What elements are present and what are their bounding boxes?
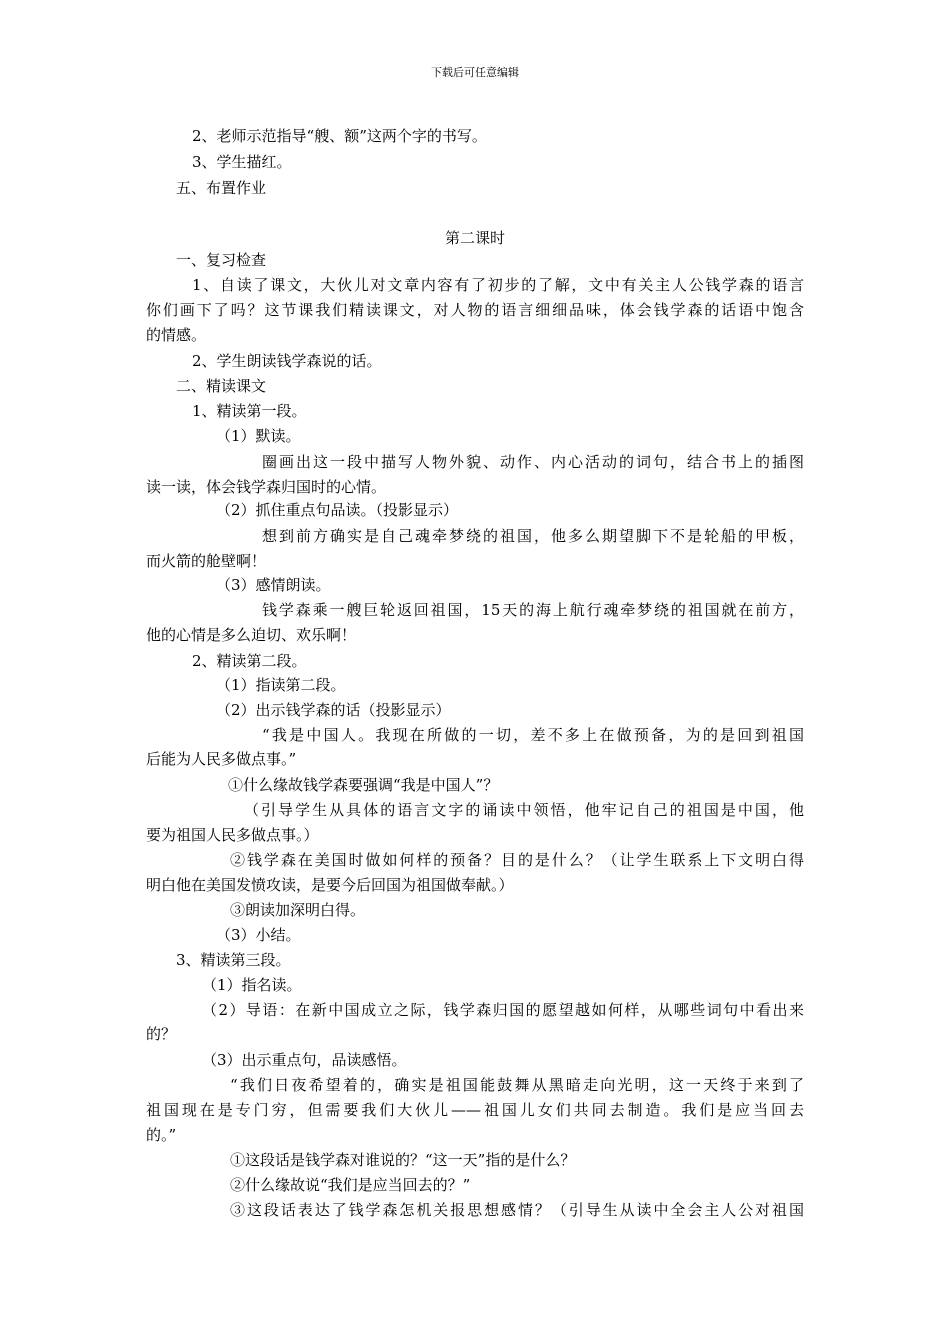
text-line: （1）指名读。 (202, 976, 302, 994)
text-line: 一、复习检查 (176, 251, 267, 269)
text-line: （2）出示钱学森的话（投影显示） (216, 701, 451, 719)
text-line: 读一读，体会钱学森归国时的心情。 (146, 478, 387, 496)
text-line: ③这段话表达了钱学森怎机关报思想感情？（引导生从读中全会主人公对祖国 (230, 1201, 804, 1219)
text-line: 二、精读课文 (176, 377, 267, 395)
text-line: 的？ (146, 1025, 177, 1043)
text-line: 圈画出这一段中描写人物外貌、动作、内心活动的词句，结合书上的插图 (262, 453, 804, 471)
text-line: 想到前方确实是自己魂牵梦绕的祖国，他多么期望脚下不是轮船的甲板， (262, 527, 804, 545)
text-line: 3、学生描红。 (192, 153, 292, 171)
text-line: 1、自读了课文，大伙儿对文章内容有了初步的了解，文中有关主人公钱学森的语言 (192, 276, 804, 294)
text-line: 2、精读第二段。 (192, 652, 307, 670)
text-line: 而火箭的舱壁啊！ (146, 552, 267, 570)
text-line: ①这段话是钱学森对谁说的？“这一天”指的是什么？ (230, 1151, 576, 1169)
text-line: 3、精读第三段。 (176, 951, 291, 969)
text-line: 的。” (146, 1126, 177, 1144)
text-line: （1）指读第二段。 (216, 676, 346, 694)
section-title: 第二课时 (444, 229, 505, 247)
text-line: （3）出示重点句，品读感悟。 (202, 1051, 407, 1069)
text-line: 明白他在美国发愤攻读，是要今后回国为祖国做奉献。） (146, 876, 514, 894)
text-line: 后能为人民多做点事。” (146, 750, 297, 768)
text-line: 2、老师示范指导“艘、额”这两个字的书写。 (192, 127, 487, 145)
text-line: “我们日夜希望着的，确实是祖国能鼓舞从黑暗走向光明，这一天终于来到了 (230, 1076, 804, 1094)
text-line: （1）默读。 (216, 427, 301, 445)
text-line: ①什么缘故钱学森要强调“我是中国人”？ (228, 776, 499, 794)
text-line: ②什么缘故说“我们是应当回去的？” (230, 1176, 471, 1194)
text-line: （3）小结。 (216, 926, 301, 944)
text-line: 的情感。 (146, 326, 207, 344)
text-line: （3）感情朗读。 (216, 576, 331, 594)
text-line: 他的心情是多么迫切、欢乐啊！ (146, 626, 357, 644)
text-line: “我是中国人。我现在所做的一切，差不多上在做预备，为的是回到祖国 (262, 726, 804, 744)
text-line: （2）导语：在新中国成立之际，钱学森归国的愿望越如何样，从哪些词句中看出来 (202, 1001, 804, 1019)
text-line: ②钱学森在美国时做如何样的预备？目的是什么？（让学生联系上下文明白得 (230, 851, 804, 869)
text-line: （2）抓住重点句品读。（投影显示） (216, 501, 459, 519)
text-line: （引导学生从具体的语言文字的诵读中领悟，他牢记自己的祖国是中国，他 (244, 801, 804, 819)
text-line: 祖国现在是专门穷，但需要我们大伙儿——祖国儿女们共同去制造。我们是应当回去 (146, 1101, 804, 1119)
text-line: 要为祖国人民多做点事。） (146, 826, 319, 844)
text-line: 1、精读第一段。 (192, 402, 307, 420)
text-line: 2、学生朗读钱学森说的话。 (192, 352, 382, 370)
page-header: 下载后可任意编辑 (431, 66, 519, 79)
text-line: 五、布置作业 (176, 179, 267, 197)
text-line: 你们画下了吗？这节课我们精读课文，对人物的语言细细品味，体会钱学森的话语中饱含 (146, 301, 804, 319)
text-line: ③朗读加深明白得。 (230, 901, 366, 919)
text-line: 钱学森乘一艘巨轮返回祖国，15天的海上航行魂牵梦绕的祖国就在前方， (262, 601, 804, 619)
